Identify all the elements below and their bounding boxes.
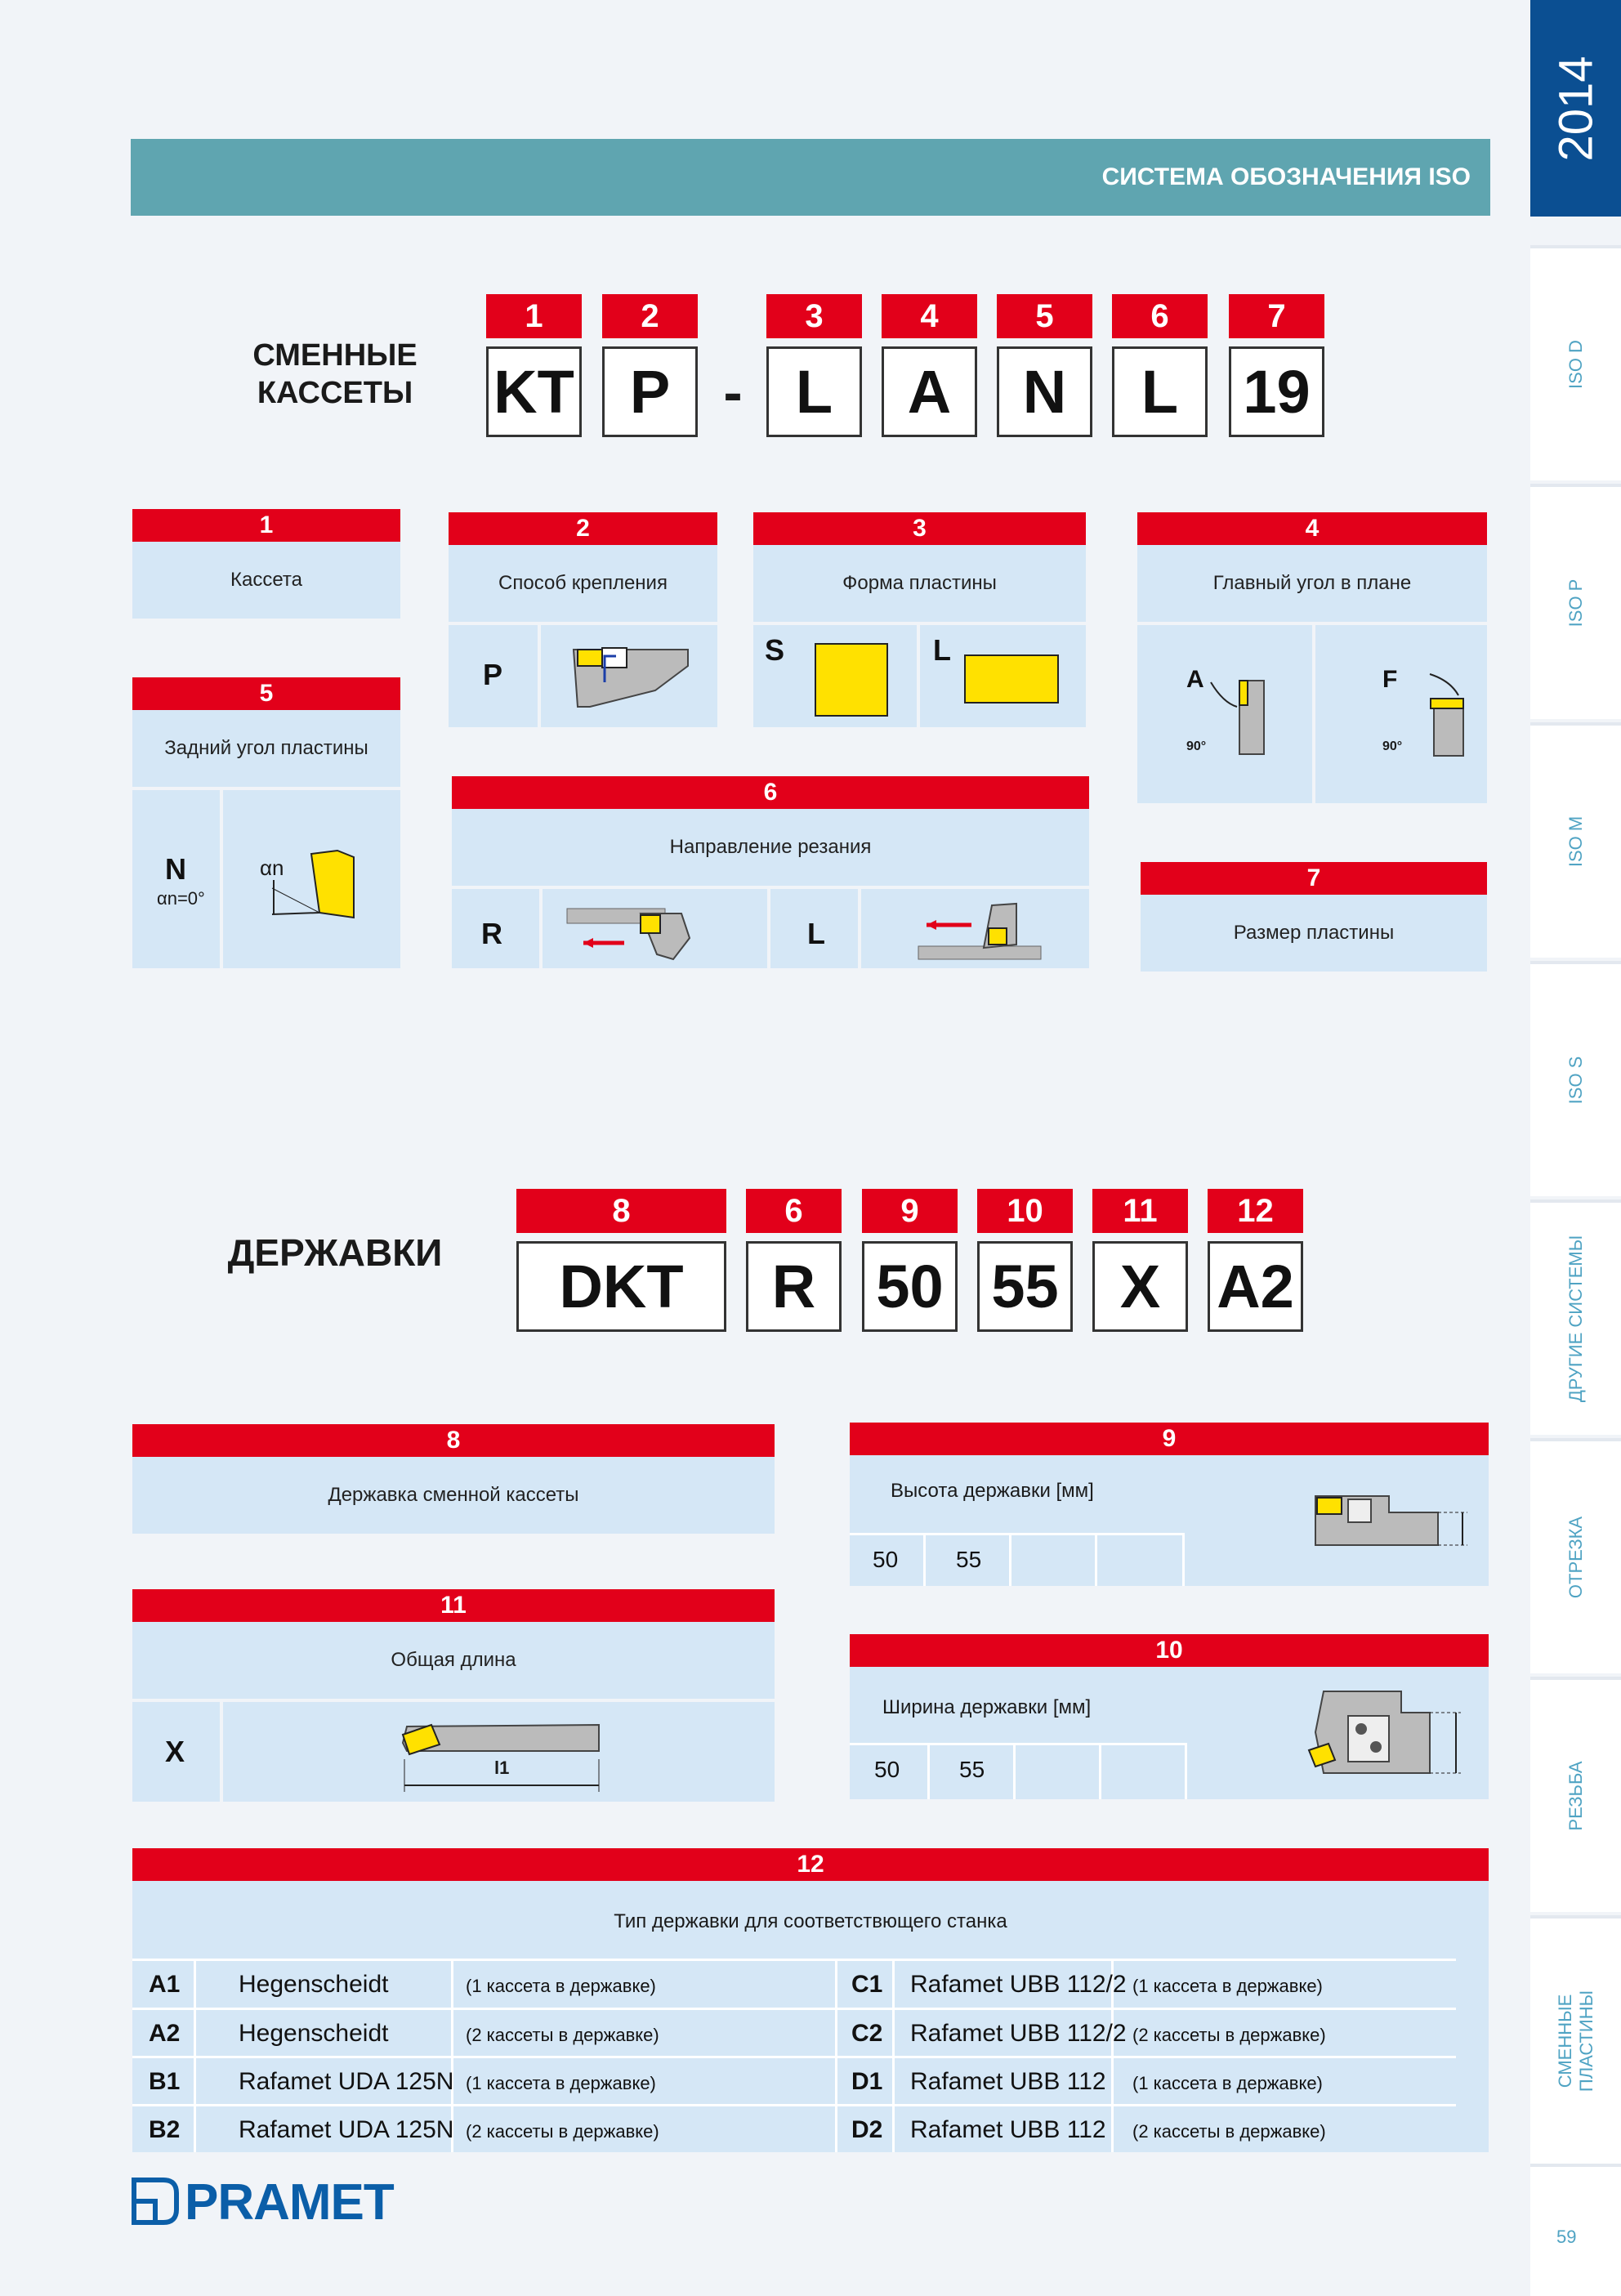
hbox12-body xyxy=(132,1881,1489,2152)
box3-opt1: S xyxy=(765,633,785,667)
code-box-4: A xyxy=(882,346,977,437)
box4-angle2: 90° xyxy=(1382,739,1403,753)
hbox10-value1: 50 xyxy=(874,1757,900,1782)
code-box-5: N xyxy=(997,346,1092,437)
box6-number: 6 xyxy=(452,776,1089,809)
code-number-5: 5 xyxy=(997,294,1092,338)
machine-code: B2 xyxy=(149,2116,181,2143)
table-row xyxy=(132,2106,1456,2152)
box3-number: 3 xyxy=(753,512,1086,545)
hbox9-number: 9 xyxy=(850,1423,1489,1455)
box3-label: Форма пластины xyxy=(753,545,1086,622)
holder-code-12: A2 xyxy=(1208,1241,1303,1332)
cassettes-title-line2: КАССЕТЫ xyxy=(257,376,413,410)
side-tab-label: ISO S xyxy=(1565,1056,1586,1105)
holder-number-8: 8 xyxy=(516,1189,726,1233)
year-label: 2014 xyxy=(1549,55,1602,162)
side-tab-label: СМЕННЫЕ ПЛАСТИНЫ xyxy=(1554,1990,1596,2093)
box4-opt1: A xyxy=(1186,666,1204,693)
holder-number-12: 12 xyxy=(1208,1189,1303,1233)
hbox9-value2: 55 xyxy=(956,1547,982,1572)
hbox10-value2: 55 xyxy=(959,1757,985,1782)
hbox9-value1: 50 xyxy=(873,1547,899,1572)
right-hand-cutting-icon xyxy=(543,889,767,968)
box2-opt-cell xyxy=(449,625,538,727)
code-box-3: L xyxy=(766,346,862,437)
holders-title: ДЕРЖАВКИ xyxy=(227,1231,443,1274)
divider xyxy=(1013,1743,1016,1799)
machine-note: (1 кассета в державке) xyxy=(466,2073,656,2093)
side-tab-iso-d[interactable] xyxy=(1530,245,1621,480)
machine-name: Rafamet UBB 112 xyxy=(910,2068,1106,2095)
box4-label: Главный угол в плане xyxy=(1137,545,1487,622)
code-number-4: 4 xyxy=(882,294,977,338)
box2-label: Способ крепления xyxy=(449,545,717,622)
section-header xyxy=(131,139,1490,216)
code-box-6: L xyxy=(1112,346,1208,437)
box4-angle1: 90° xyxy=(1186,739,1207,753)
box2-number: 2 xyxy=(449,512,717,545)
hbox10-body xyxy=(850,1667,1489,1799)
code-number-1: 1 xyxy=(486,294,582,338)
side-tab-label: ОТРЕЗКА xyxy=(1565,1516,1586,1599)
machine-name: Rafamet UBB 112/2 xyxy=(910,1971,1127,1998)
table-row xyxy=(132,1961,1456,2008)
side-tab-label: ISO P xyxy=(1565,578,1586,628)
box5-label: Задний угол пластины xyxy=(132,710,400,787)
overall-length-icon xyxy=(223,1702,775,1802)
box6-opt2-cell xyxy=(770,889,858,968)
side-tab-iso-s[interactable] xyxy=(1530,961,1621,1196)
code-box-1: KT xyxy=(486,346,582,437)
machine-name: Hegenscheidt xyxy=(239,1971,389,1998)
code-box-2: P xyxy=(602,346,698,437)
holder-number-6: 6 xyxy=(746,1189,842,1233)
machine-note: (1 кассета в державке) xyxy=(1132,1976,1323,1996)
side-tab-iso-m[interactable] xyxy=(1530,722,1621,958)
hbox10-label: Ширина державки [мм] xyxy=(882,1696,1092,1718)
machine-name: Rafamet UDA 125N xyxy=(239,2116,454,2143)
machine-name: Rafamet UBB 112/2 xyxy=(910,2020,1127,2047)
hbox11-opt-cell xyxy=(132,1702,220,1802)
holder-code-6: R xyxy=(746,1241,842,1332)
hbox11-label: Общая длина xyxy=(132,1622,775,1699)
machine-code: C2 xyxy=(851,2020,883,2047)
code-number-6: 6 xyxy=(1112,294,1208,338)
machine-note: (1 кассета в державке) xyxy=(466,1976,656,1996)
hbox8-number: 8 xyxy=(132,1424,775,1457)
machine-code: A1 xyxy=(149,1971,181,1998)
box4-opt2: F xyxy=(1382,666,1398,693)
box6-opt2: L xyxy=(807,917,825,950)
machine-name: Rafamet UBB 112 xyxy=(910,2116,1106,2143)
box4-opt1-cell xyxy=(1137,625,1312,803)
box6-opt1: R xyxy=(481,917,502,950)
box5-illustration xyxy=(223,790,400,968)
machine-code: B1 xyxy=(149,2068,181,2095)
approach-angle-a-icon xyxy=(1137,625,1312,803)
box6-l-illustration xyxy=(861,889,1089,968)
box1-number: 1 xyxy=(132,509,400,542)
side-tab-label: ISO M xyxy=(1565,815,1586,868)
machine-note: (2 кассеты в державке) xyxy=(466,2025,659,2045)
holder-number-10: 10 xyxy=(977,1189,1073,1233)
box5-alpha: αn xyxy=(260,855,284,880)
side-tab-label: РЕЗЬБА xyxy=(1565,1761,1586,1831)
pramet-logo-icon xyxy=(131,2177,180,2226)
box3-opt1-cell xyxy=(753,625,917,727)
machine-note: (2 кассеты в державке) xyxy=(1132,2121,1326,2142)
side-tab-cutoff[interactable] xyxy=(1530,1438,1621,1673)
code-number-2: 2 xyxy=(602,294,698,338)
hbox10-number: 10 xyxy=(850,1634,1489,1667)
hbox11-dim: l1 xyxy=(494,1758,510,1778)
hbox8-label: Державка сменной кассеты xyxy=(132,1457,775,1534)
box5-opt-cell xyxy=(132,790,220,968)
hbox11-number: 11 xyxy=(132,1589,775,1622)
section-title: СИСТЕМА ОБОЗНАЧЕНИЯ ISO xyxy=(1101,163,1471,190)
side-tab-iso-p[interactable] xyxy=(1530,484,1621,719)
box3-opt2: L xyxy=(933,633,951,667)
page-number: 59 xyxy=(1556,2227,1577,2247)
box6-r-illustration xyxy=(543,889,767,968)
divider xyxy=(1095,1533,1097,1586)
clearance-angle-icon xyxy=(223,790,400,968)
side-tab-label: ISO D xyxy=(1565,340,1586,389)
divider xyxy=(1182,1533,1185,1586)
holder-code-10: 55 xyxy=(977,1241,1073,1332)
box7-number: 7 xyxy=(1141,862,1487,895)
machine-code: D2 xyxy=(851,2116,883,2143)
side-tab-other-systems[interactable] xyxy=(1530,1199,1621,1435)
box3-opt2-cell xyxy=(920,625,1086,727)
divider xyxy=(927,1743,930,1799)
code-number-3: 3 xyxy=(766,294,862,338)
side-tab-inserts[interactable] xyxy=(1530,1915,1621,2164)
hbox11-illustration xyxy=(223,1702,775,1802)
holder-height-icon xyxy=(1275,1472,1487,1570)
box5-opt: N xyxy=(165,852,186,886)
rectangular-insert-icon xyxy=(964,654,1059,704)
holder-code-8: DKT xyxy=(516,1241,726,1332)
table-row xyxy=(132,2058,1456,2104)
box5-number: 5 xyxy=(132,677,400,710)
machine-note: (1 кассета в державке) xyxy=(1132,2073,1323,2093)
holder-code-9: 50 xyxy=(862,1241,958,1332)
machine-note: (2 кассеты в державке) xyxy=(466,2121,659,2142)
holder-code-11: X xyxy=(1092,1241,1188,1332)
pramet-logo-text: PRAMET xyxy=(185,2174,394,2231)
box2-illustration xyxy=(541,625,717,727)
box4-number: 4 xyxy=(1137,512,1487,545)
divider xyxy=(1099,1743,1101,1799)
cassettes-title-line1: СМЕННЫЕ xyxy=(252,338,418,373)
side-tab-threading[interactable] xyxy=(1530,1677,1621,1912)
code-dash: - xyxy=(723,360,743,424)
hbox9-body xyxy=(850,1455,1489,1586)
table-row xyxy=(132,2010,1456,2056)
machine-name: Rafamet UDA 125N xyxy=(239,2068,454,2095)
divider xyxy=(850,1533,1185,1535)
cassettes-title xyxy=(245,337,425,412)
box1-label: Кассета xyxy=(132,542,400,619)
box6-opt1-cell xyxy=(452,889,539,968)
divider xyxy=(1185,1743,1187,1799)
divider xyxy=(923,1533,926,1586)
code-number-7: 7 xyxy=(1229,294,1324,338)
box7-label: Размер пластины xyxy=(1141,895,1487,972)
machine-note: (2 кассеты в державке) xyxy=(1132,2025,1326,2045)
holder-number-11: 11 xyxy=(1092,1189,1188,1233)
approach-angle-f-icon xyxy=(1315,625,1487,803)
machine-code: C1 xyxy=(851,1971,883,1998)
hbox12-label: Тип державки для соответствющего станка xyxy=(614,1910,1007,1932)
hbox9-label: Высота державки [мм] xyxy=(891,1480,1094,1502)
box4-opt2-cell xyxy=(1315,625,1487,803)
hbox11-opt: X xyxy=(165,1735,185,1768)
divider xyxy=(1009,1533,1011,1586)
holder-width-icon xyxy=(1266,1683,1479,1789)
box5-sub: αn=0° xyxy=(157,888,205,909)
machine-code: D1 xyxy=(851,2068,883,2095)
clamp-icon xyxy=(541,625,717,727)
side-tab-label: ДРУГИЕ СИСТЕМЫ xyxy=(1565,1235,1586,1403)
holder-number-9: 9 xyxy=(862,1189,958,1233)
machine-name: Hegenscheidt xyxy=(239,2020,389,2047)
machine-code: A2 xyxy=(149,2020,181,2047)
divider xyxy=(850,1743,1185,1745)
code-box-7: 19 xyxy=(1229,346,1324,437)
square-insert-icon xyxy=(815,643,888,717)
left-hand-cutting-icon xyxy=(861,889,1089,968)
box6-label: Направление резания xyxy=(452,809,1089,886)
year-tab[interactable] xyxy=(1530,0,1621,217)
box2-opt: P xyxy=(483,658,503,691)
hbox12-number: 12 xyxy=(132,1848,1489,1881)
